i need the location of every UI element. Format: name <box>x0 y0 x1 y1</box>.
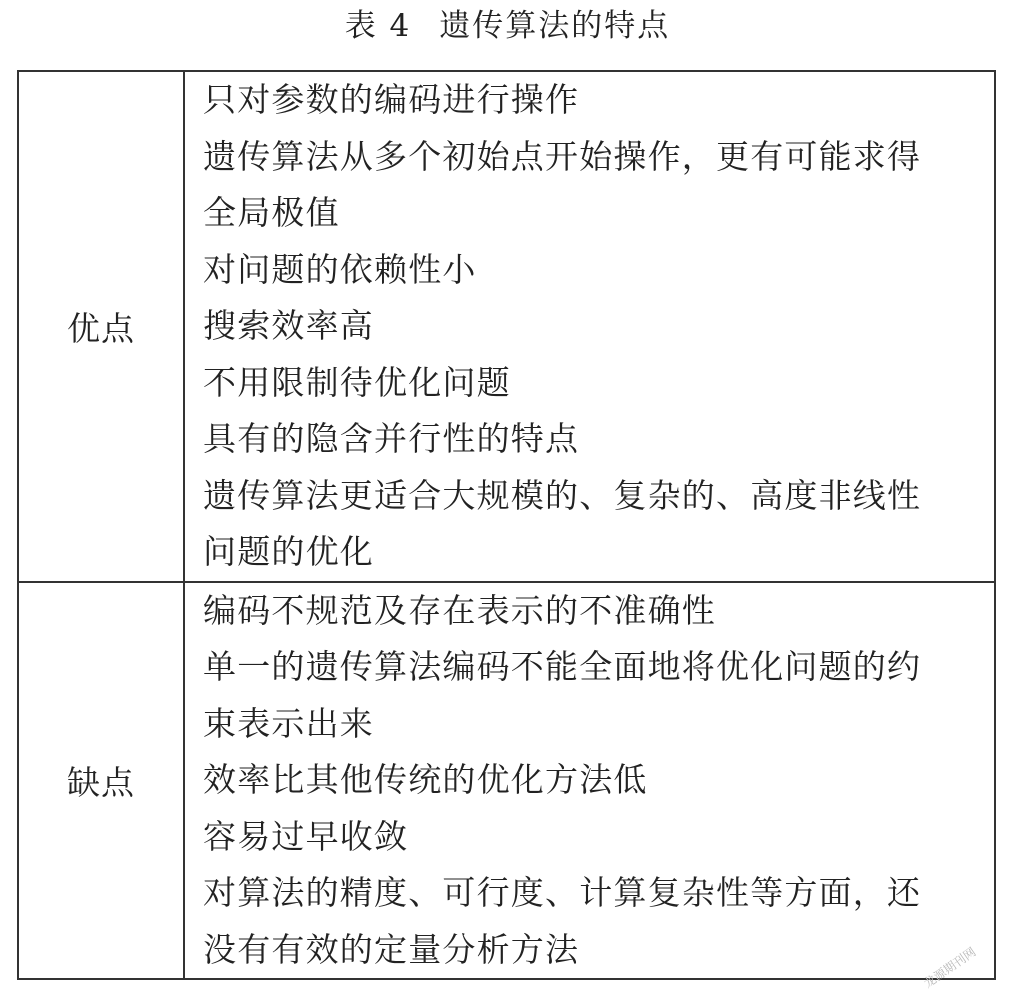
list-item: 容易过早收敛 <box>203 816 409 856</box>
table-title: 遗传算法的特点 <box>439 8 671 44</box>
characteristics-table <box>17 70 996 980</box>
table-number: 表 4 <box>344 8 412 44</box>
list-item: 搜索效率高 <box>203 306 374 345</box>
list-item: 不用限制待优化问题 <box>203 362 511 402</box>
table-row-disadvantages <box>18 582 995 980</box>
list-item: 效率比其他传统的优化方法低 <box>203 760 648 799</box>
list-item: 遗传算法从多个初始点开始操作，更有可能求得 <box>203 136 922 176</box>
advantages-list <box>184 71 995 582</box>
watermark: 龙源期刊网 <box>921 944 979 991</box>
list-item: 遗传算法更适合大规模的、复杂的、高度非线性 <box>203 475 922 515</box>
table-caption <box>0 6 1015 46</box>
disadvantages-list <box>184 582 995 980</box>
list-item: 全局极值 <box>203 193 340 232</box>
row-label-disadvantages: 缺点 <box>18 582 184 980</box>
list-item: 束表示出来 <box>203 703 374 743</box>
list-item: 单一的遗传算法编码不能全面地将优化问题的约 <box>203 647 922 686</box>
list-item: 对问题的依赖性小 <box>203 249 477 289</box>
list-item: 编码不规范及存在表示的不准确性 <box>203 590 716 630</box>
list-item: 没有有效的定量分析方法 <box>203 929 580 969</box>
row-label-advantages: 优点 <box>18 71 184 582</box>
list-item: 只对参数的编码进行操作 <box>203 80 580 119</box>
list-item: 对算法的精度、可行度、计算复杂性等方面，还 <box>203 873 922 912</box>
list-item: 问题的优化 <box>203 532 374 571</box>
table-row-advantages <box>18 71 995 582</box>
list-item: 具有的隐含并行性的特点 <box>203 419 580 458</box>
